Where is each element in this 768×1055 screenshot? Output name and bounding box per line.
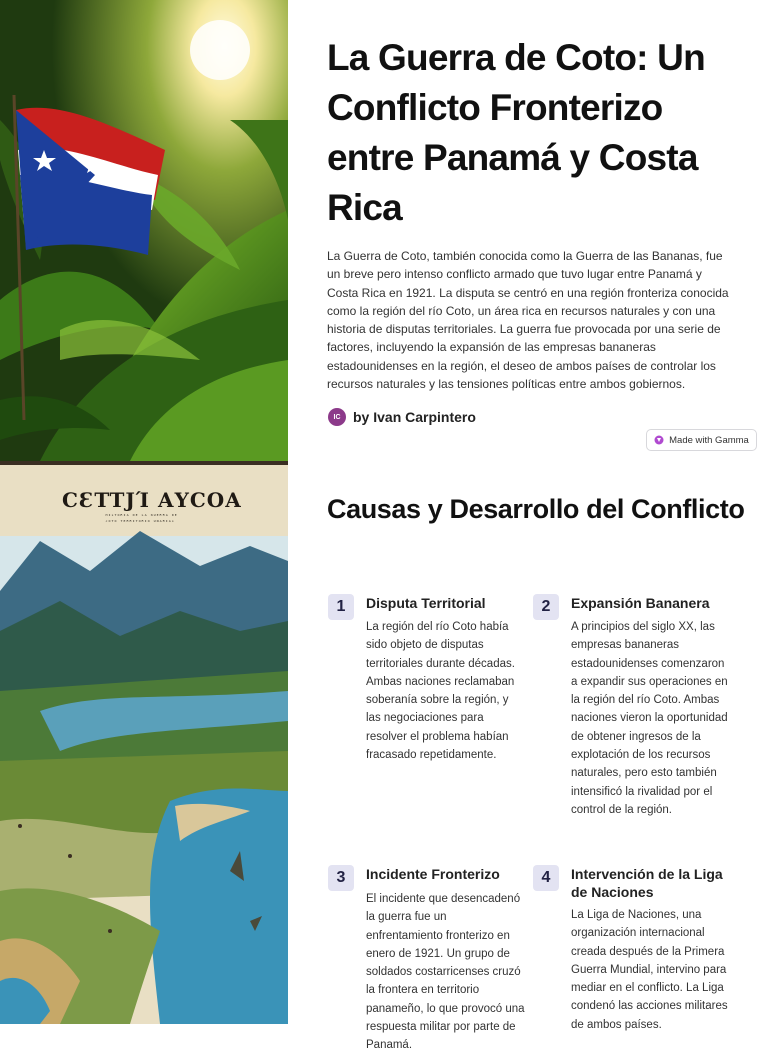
item-number-badge: 1 bbox=[328, 594, 354, 620]
item-number-badge: 2 bbox=[533, 594, 559, 620]
section-title: Causas y Desarrollo del Conflicto bbox=[327, 494, 745, 524]
gamma-logo-icon bbox=[654, 435, 664, 445]
item-title: Expansión Bananera bbox=[571, 595, 710, 611]
item-text: A principios del siglo XX, las empresas bananeras estadounidenses comenzaron a expandir sus operaciones en la región del río Coto. Ambas naciones vieron la oportunidad de obtener ingresos de la explotación de los recursos naturales, pero esto también intensificó la rivalidad por el control de la región. bbox=[571, 621, 728, 816]
coto-region-map-image bbox=[0, 461, 288, 1024]
flag-jungle-image bbox=[0, 0, 288, 461]
item-text: La región del río Coto había sido objeto de disputas territoriales durante décadas. Ambas naciones reclamaban soberanía sobre la región, y las negociaciones para resolver el problema habían fracasado repetidamente. bbox=[366, 621, 515, 762]
item-title: Incidente Fronterizo bbox=[366, 866, 500, 882]
left-image-column bbox=[0, 0, 288, 1024]
map-title-text: CƐTTJΊ ΑΥCΟΑ bbox=[62, 488, 242, 512]
intro-paragraph: La Guerra de Coto, también conocida como la Guerra de las Bananas, fue un breve pero intenso conflicto armado que tuvo lugar entre Panamá y Costa Rica en 1921. La disputa se centró en una región fronteriza conocida como la región del río Coto, un área rica en recursos naturales y con una historia de disputas territoriales. La guerra fue provocada por una serie de factores, incluyendo la expansión de las empresas bananeras estadounidenses en la región, el deseo de ambos países de controlar los recursos naturales y las tensiones políticas entre ambos gobiernos. bbox=[327, 249, 729, 392]
gamma-badge-label: Made with Gamma bbox=[669, 434, 749, 446]
item-number-badge: 4 bbox=[533, 865, 559, 891]
map-subtitle-line: ᶜᴼᵀᴼ ᵀᴱᴿᴿᴵᵀᴼᴿᴵᴼ ᵁᴺᴬᴿᴵᴬˢ bbox=[105, 520, 175, 526]
item-title: Disputa Territorial bbox=[366, 595, 486, 611]
author-name: by Ivan Carpintero bbox=[353, 409, 476, 425]
item-title: Intervención de la Liga de Naciones bbox=[571, 866, 723, 900]
made-with-gamma-badge[interactable] bbox=[646, 429, 757, 451]
map-subtitle-text bbox=[105, 514, 205, 526]
item-text: El incidente que desencadenó la guerra fue un enfrentamiento fronterizo en enero de 1921. Un grupo de soldados costarricenses cruzó la frontera en territorio panameño, lo que provocó una respuesta militar por parte de Panamá. bbox=[366, 893, 525, 1052]
page-title: La Guerra de Coto: Un Conflicto Fronterizo entre Panamá y Costa Rica bbox=[327, 37, 705, 228]
avatar: IC bbox=[328, 408, 346, 426]
author-byline bbox=[328, 408, 476, 426]
item-number-badge: 3 bbox=[328, 865, 354, 891]
map-subtitle-line: ᴴᴵˢᵀᴼᴿᴵᴬ ᴰᴱ ᴸᴬ ᴳᵁᴱᴿᴿᴬ ᴰᴱ bbox=[105, 514, 178, 520]
item-text: La Liga de Naciones, una organización internacional creada después de la Primera Guerra Mundial, intervino para mediar en el conflicto. La Liga condenó las acciones militares de ambos países. bbox=[571, 909, 728, 1031]
